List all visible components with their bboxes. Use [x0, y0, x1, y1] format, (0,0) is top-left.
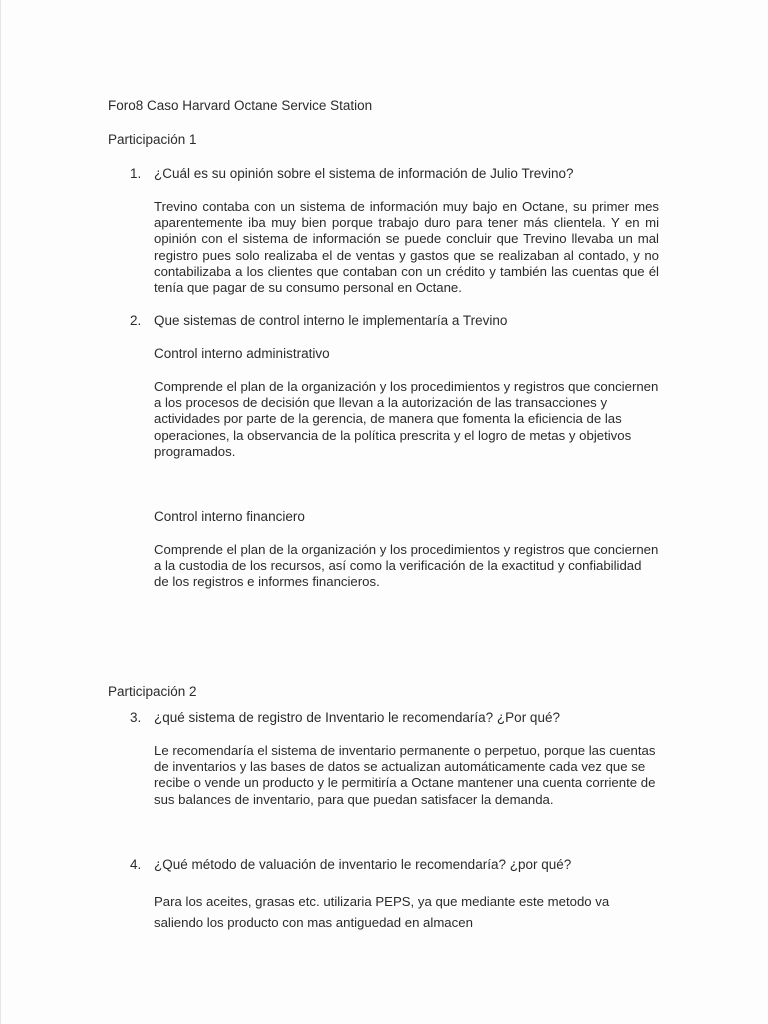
question-number: 4. [130, 857, 142, 872]
question-text: ¿qué sistema de registro de Inventario le recomendaría? ¿Por qué? [154, 710, 560, 725]
subheading-control-administrativo: Control interno administrativo [154, 346, 330, 361]
question-text: ¿Qué método de valuación de inventario le recomendaría? ¿por qué? [154, 857, 572, 872]
section-heading-participacion-2: Participación 2 [108, 684, 197, 699]
question-text: ¿Cuál es su opinión sobre el sistema de información de Julio Trevino? [154, 166, 574, 181]
answer-paragraph: Le recomendaría el sistema de inventario permanente o perpetuo, porque las cuentas de inventarios y las bases de datos se actualizan automáticamente cada vez que se recibe o vende un producto y le permitiría a Octane mantener una cuenta corriente de sus balances de inventario, para que puedan satisfacer la demanda. [154, 743, 656, 807]
question-number: 3. [130, 710, 142, 725]
answer-paragraph: Trevino contaba con un sistema de información muy bajo en Octane, su primer mes aparentemente iba muy bien porque trabajo duro para tener más clientela. Y en mi opinión con el sistema de información se puede concluir que Trevino llevaba un mal registro pues solo realizaba el de ventas y gastos que se realizaban al contado, y no contabilizaba a los clientes que contaban con un crédito y también las cuentas que él tenía que pagar de su consumo personal en Octane. [154, 199, 659, 296]
question-text: Que sistemas de control interno le implementaría a Trevino [154, 313, 508, 328]
document-title: Foro8 Caso Harvard Octane Service Station [108, 98, 373, 113]
section-heading-participacion-1: Participación 1 [108, 132, 197, 147]
subheading-control-financiero: Control interno financiero [154, 509, 305, 524]
answer-paragraph: Para los aceites, grasas etc. utilizaria PEPS, ya que mediante este metodo va saliendo los producto con mas antiguedad en almacen [154, 894, 610, 930]
question-number: 2. [130, 313, 142, 328]
answer-paragraph: Comprende el plan de la organización y los procedimientos y registros que conciernen a los procesos de decisión que llevan a la autorización de las transacciones y actividades por parte de la gerencia, de manera que fomenta la eficiencia de las operaciones, la observancia de la política prescrita y el logro de metas y objetivos programados. [154, 379, 659, 459]
question-number: 1. [130, 166, 142, 181]
answer-paragraph: Comprende el plan de la organización y los procedimientos y registros que conciernen a la custodia de los recursos, así como la verificación de la exactitud y confiabilidad de los registros e informes financieros. [154, 542, 659, 590]
